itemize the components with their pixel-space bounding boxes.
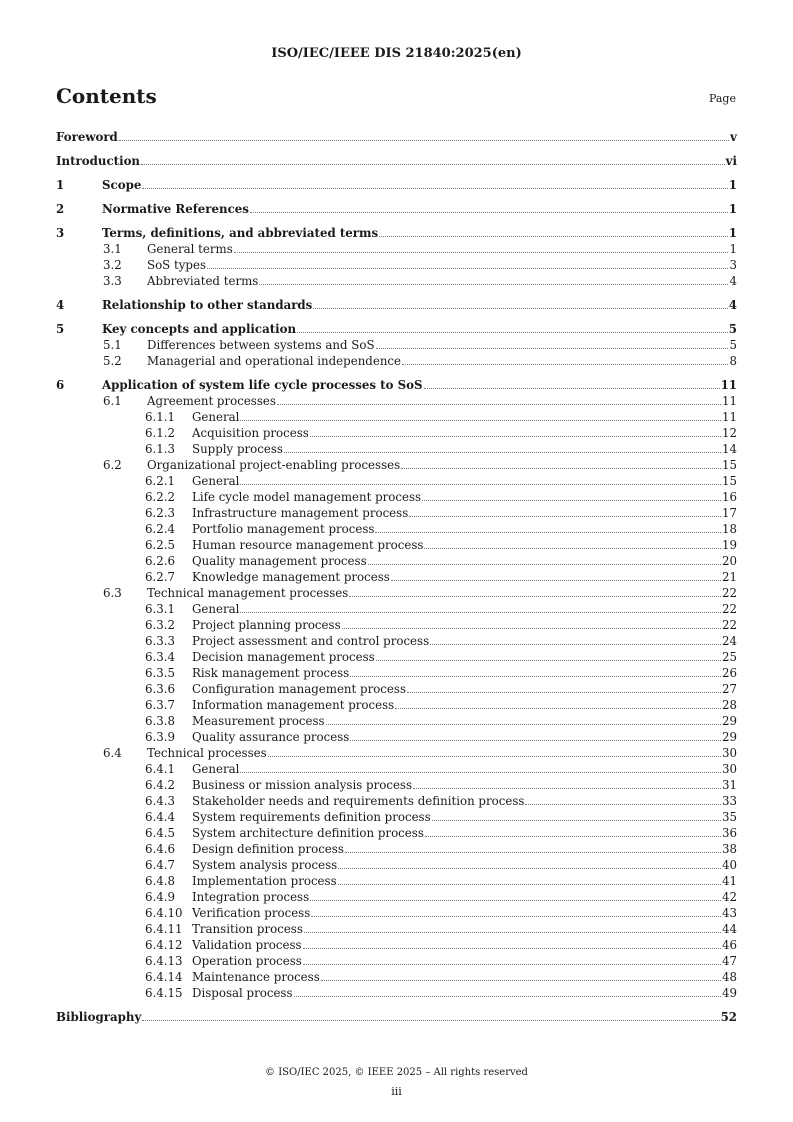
toc-entry-page: v xyxy=(730,130,737,144)
toc-dot-leader xyxy=(311,915,721,917)
toc-entry-title: General xyxy=(192,602,240,616)
toc-entry-page: 14 xyxy=(721,442,737,456)
toc-entry-number: 6.3.6 xyxy=(145,682,176,696)
toc-dot-leader xyxy=(424,547,721,549)
toc-entry-page: 33 xyxy=(721,794,737,808)
toc-dot-leader xyxy=(350,739,721,741)
toc-entry[interactable] xyxy=(56,201,737,217)
toc-entry-title: Scope xyxy=(102,178,142,192)
toc-entry[interactable] xyxy=(56,353,737,369)
toc-entry-page: 15 xyxy=(721,458,737,472)
toc-entry[interactable] xyxy=(56,985,737,1001)
toc-entry[interactable] xyxy=(56,537,737,553)
toc-entry[interactable] xyxy=(56,953,737,969)
toc-entry-number: 6.3.3 xyxy=(145,634,176,648)
toc-entry-title: Disposal process xyxy=(192,986,293,1000)
toc-entry-page: 3 xyxy=(729,258,737,272)
toc-entry[interactable] xyxy=(56,617,737,633)
toc-entry-number: 6.4.12 xyxy=(145,938,183,952)
toc-entry[interactable] xyxy=(56,521,737,537)
toc-entry-title: Project assessment and control process xyxy=(192,634,430,648)
toc-entry-number: 6.4.10 xyxy=(145,906,183,920)
toc-entry-title: Introduction xyxy=(56,154,141,168)
toc-entry-number: 6.3.5 xyxy=(145,666,176,680)
toc-entry-title: Acquisition process xyxy=(192,426,309,440)
toc-dot-leader xyxy=(430,643,721,645)
toc-entry-page: 22 xyxy=(721,618,737,632)
toc-entry[interactable] xyxy=(56,489,737,505)
toc-entry-title: Risk management process xyxy=(192,666,350,680)
toc-entry-page: 19 xyxy=(721,538,737,552)
toc-dot-leader xyxy=(142,1019,719,1021)
toc-entry-page: 49 xyxy=(721,986,737,1000)
toc-entry-title: Stakeholder needs and requirements definition process xyxy=(192,794,525,808)
toc-entry[interactable] xyxy=(56,601,737,617)
toc-entry-page: 1 xyxy=(728,226,737,240)
toc-entry[interactable] xyxy=(56,937,737,953)
toc-dot-leader xyxy=(303,963,721,965)
toc-entry-number: 6.2.7 xyxy=(145,570,176,584)
toc-entry[interactable] xyxy=(56,665,737,681)
toc-dot-leader xyxy=(368,563,721,565)
toc-entry[interactable] xyxy=(56,273,737,289)
toc-entry-number: 6.3.9 xyxy=(145,730,176,744)
toc-entry-title: System analysis process xyxy=(192,858,338,872)
toc-entry-number: 6.4.4 xyxy=(145,810,176,824)
toc-entry-title: Abbreviated terms xyxy=(147,274,259,288)
toc-dot-leader xyxy=(141,163,725,165)
toc-entry-title: System architecture definition process xyxy=(192,826,424,840)
toc-entry[interactable] xyxy=(56,793,737,809)
toc-entry-number: 6.4.11 xyxy=(145,922,183,936)
toc-entry[interactable] xyxy=(56,729,737,745)
toc-entry-number: 6.4.5 xyxy=(145,826,176,840)
toc-entry-page: 1 xyxy=(729,242,737,256)
toc-entry-page: 27 xyxy=(721,682,737,696)
toc-entry-page: 28 xyxy=(721,698,737,712)
toc-entry-title: Human resource management process xyxy=(192,538,424,552)
toc-entry-title: Verification process xyxy=(192,906,311,920)
toc-entry-page: 22 xyxy=(721,586,737,600)
toc-entry-page: 11 xyxy=(721,410,737,424)
toc-entry-number: 6.4.7 xyxy=(145,858,176,872)
toc-entry-page: 18 xyxy=(721,522,737,536)
toc-entry-number: 6.4.9 xyxy=(145,890,176,904)
toc-entry-number: 2 xyxy=(56,202,65,216)
toc-entry-page: 30 xyxy=(721,746,737,760)
toc-dot-leader xyxy=(422,499,721,501)
toc-entry-number: 3.1 xyxy=(103,242,122,256)
toc-entry-page: 11 xyxy=(720,378,737,392)
toc-entry-title: Technical processes xyxy=(147,746,267,760)
toc-entry-page: 47 xyxy=(721,954,737,968)
toc-entry-title: Foreword xyxy=(56,130,118,144)
toc-entry[interactable] xyxy=(56,473,737,489)
toc-entry-page: 38 xyxy=(721,842,737,856)
toc-entry-number: 6.1 xyxy=(103,394,122,408)
toc-dot-leader xyxy=(338,883,721,885)
contents-heading: Contents xyxy=(56,84,157,108)
toc-entry[interactable] xyxy=(56,129,737,145)
toc-entry-title: Business or mission analysis process xyxy=(192,778,413,792)
toc-entry[interactable] xyxy=(56,761,737,777)
toc-dot-leader xyxy=(310,899,721,901)
toc-entry[interactable] xyxy=(56,857,737,873)
toc-entry-number: 6.4.3 xyxy=(145,794,176,808)
toc-dot-leader xyxy=(407,691,721,693)
toc-entry[interactable] xyxy=(56,457,737,473)
toc-entry-page: 4 xyxy=(729,274,737,288)
toc-dot-leader xyxy=(240,483,721,485)
toc-entry-title: Portfolio management process xyxy=(192,522,375,536)
toc-entry-title: General xyxy=(192,474,240,488)
toc-entry-page: 35 xyxy=(721,810,737,824)
toc-dot-leader xyxy=(350,675,721,677)
toc-entry-number: 6.2.6 xyxy=(145,554,176,568)
toc-entry-number: 3 xyxy=(56,226,65,240)
toc-entry[interactable] xyxy=(56,969,737,985)
toc-entry-title: Infrastructure management process xyxy=(192,506,409,520)
toc-entry-number: 6.2.3 xyxy=(145,506,176,520)
toc-entry[interactable] xyxy=(56,745,737,761)
copyright-footer: © ISO/IEC 2025, © IEEE 2025 – All rights reserved xyxy=(265,1067,528,1078)
toc-dot-leader xyxy=(304,931,721,933)
toc-dot-leader xyxy=(240,771,721,773)
toc-entry-number: 1 xyxy=(56,178,65,192)
toc-dot-leader xyxy=(345,851,721,853)
toc-dot-leader xyxy=(432,819,721,821)
toc-entry-title: Decision management process xyxy=(192,650,375,664)
toc-entry[interactable] xyxy=(56,257,737,273)
toc-entry-page: 20 xyxy=(721,554,737,568)
toc-entry-page: 21 xyxy=(721,570,737,584)
toc-entry-number: 6.3.7 xyxy=(145,698,176,712)
toc-entry-title: Information management process xyxy=(192,698,395,712)
toc-dot-leader xyxy=(424,387,720,389)
toc-entry-page: 5 xyxy=(729,338,737,352)
toc-entry-number: 5.1 xyxy=(103,338,122,352)
toc-entry-page: 15 xyxy=(721,474,737,488)
toc-entry-title: Life cycle model management process xyxy=(192,490,422,504)
toc-entry[interactable] xyxy=(56,425,737,441)
toc-dot-leader xyxy=(391,579,721,581)
toc-entry-number: 6.4.2 xyxy=(145,778,176,792)
toc-entry-number: 6.4 xyxy=(103,746,122,760)
toc-entry-number: 6.1.1 xyxy=(145,410,176,424)
toc-entry-page: 44 xyxy=(721,922,737,936)
toc-dot-leader xyxy=(379,235,728,237)
toc-entry-title: Normative References xyxy=(102,202,249,216)
toc-entry-title: Application of system life cycle processes to SoS xyxy=(102,378,423,392)
toc-entry-title: Relationship to other standards xyxy=(102,298,313,312)
toc-entry-page: 4 xyxy=(728,298,737,312)
toc-dot-leader xyxy=(525,803,721,805)
page-number: iii xyxy=(391,1085,402,1098)
toc-entry-title: Key concepts and application xyxy=(102,322,297,336)
toc-entry[interactable] xyxy=(56,713,737,729)
toc-entry[interactable] xyxy=(56,441,737,457)
toc-entry-number: 6.1.2 xyxy=(145,426,176,440)
toc-dot-leader xyxy=(349,595,721,597)
toc-entry-number: 6.3.8 xyxy=(145,714,176,728)
toc-entry-page: 43 xyxy=(721,906,737,920)
toc-dot-leader xyxy=(425,835,721,837)
toc-entry-number: 6.3.1 xyxy=(145,602,176,616)
toc-entry-title: Supply process xyxy=(192,442,283,456)
toc-entry-page: 16 xyxy=(721,490,737,504)
toc-dot-leader xyxy=(250,211,728,213)
toc-entry-page: 40 xyxy=(721,858,737,872)
toc-entry[interactable] xyxy=(56,873,737,889)
toc-entry-page: 5 xyxy=(728,322,737,336)
toc-entry-number: 6.4.13 xyxy=(145,954,183,968)
toc-entry-title: Knowledge management process xyxy=(192,570,390,584)
toc-entry[interactable] xyxy=(56,841,737,857)
toc-entry-number: 6.2 xyxy=(103,458,122,472)
toc-dot-leader xyxy=(326,723,721,725)
toc-entry-title: Operation process xyxy=(192,954,302,968)
toc-entry-page: 8 xyxy=(729,354,737,368)
toc-dot-leader xyxy=(310,435,721,437)
toc-entry-number: 6.1.3 xyxy=(145,442,176,456)
toc-entry[interactable] xyxy=(56,585,737,601)
toc-dot-leader xyxy=(234,251,729,253)
toc-entry-title: Technical management processes xyxy=(147,586,349,600)
toc-dot-leader xyxy=(277,403,721,405)
toc-entry-number: 6.4.1 xyxy=(145,762,176,776)
toc-entry-page: 26 xyxy=(721,666,737,680)
toc-dot-leader xyxy=(395,707,721,709)
page-column-label: Page xyxy=(708,92,736,105)
toc-entry[interactable] xyxy=(56,569,737,585)
toc-entry-number: 3.3 xyxy=(103,274,122,288)
document-id-header: ISO/IEC/IEEE DIS 21840:2025(en) xyxy=(271,46,522,61)
toc-entry-title: Configuration management process xyxy=(192,682,407,696)
toc-dot-leader xyxy=(303,947,721,949)
toc-entry[interactable] xyxy=(56,553,737,569)
toc-dot-leader xyxy=(342,627,721,629)
toc-entry[interactable] xyxy=(56,889,737,905)
toc-dot-leader xyxy=(207,267,728,269)
toc-dot-leader xyxy=(142,187,727,189)
toc-dot-leader xyxy=(375,531,721,533)
toc-entry-page: vi xyxy=(725,154,737,168)
toc-entry[interactable] xyxy=(56,225,737,241)
toc-dot-leader xyxy=(240,611,721,613)
toc-entry[interactable] xyxy=(56,681,737,697)
toc-entry-title: Implementation process xyxy=(192,874,337,888)
toc-entry[interactable] xyxy=(56,321,737,337)
toc-entry-number: 6.3 xyxy=(103,586,122,600)
toc-entry-title: General xyxy=(192,410,240,424)
toc-dot-leader xyxy=(259,283,728,285)
toc-dot-leader xyxy=(376,659,721,661)
toc-entry[interactable] xyxy=(56,633,737,649)
toc-entry-title: System requirements definition process xyxy=(192,810,431,824)
toc-entry[interactable] xyxy=(56,153,737,169)
toc-entry[interactable] xyxy=(56,825,737,841)
toc-entry-page: 31 xyxy=(721,778,737,792)
toc-entry-page: 29 xyxy=(721,730,737,744)
toc-entry-title: Differences between systems and SoS xyxy=(147,338,375,352)
toc-entry-page: 11 xyxy=(721,394,737,408)
toc-dot-leader xyxy=(119,139,729,141)
toc-dot-leader xyxy=(413,787,721,789)
toc-entry-title: General xyxy=(192,762,240,776)
toc-entry-number: 6.2.1 xyxy=(145,474,176,488)
toc-entry-title: Transition process xyxy=(192,922,303,936)
toc-entry-title: Design definition process xyxy=(192,842,344,856)
toc-entry-title: Validation process xyxy=(192,938,302,952)
toc-entry[interactable] xyxy=(56,409,737,425)
toc-dot-leader xyxy=(313,307,727,309)
toc-dot-leader xyxy=(321,979,721,981)
toc-entry[interactable] xyxy=(56,905,737,921)
toc-entry-page: 24 xyxy=(721,634,737,648)
toc-entry[interactable] xyxy=(56,921,737,937)
toc-dot-leader xyxy=(402,363,728,365)
toc-entry-number: 6.4.14 xyxy=(145,970,183,984)
toc-entry-page: 25 xyxy=(721,650,737,664)
toc-entry-number: 6.2.5 xyxy=(145,538,176,552)
toc-entry-page: 36 xyxy=(721,826,737,840)
toc-entry[interactable] xyxy=(56,1009,737,1025)
toc-entry[interactable] xyxy=(56,393,737,409)
toc-dot-leader xyxy=(401,467,721,469)
toc-dot-leader xyxy=(284,451,721,453)
toc-entry-page: 12 xyxy=(721,426,737,440)
toc-entry-title: Bibliography xyxy=(56,1010,142,1024)
toc-entry-title: Project planning process xyxy=(192,618,341,632)
toc-entry-number: 6.3.4 xyxy=(145,650,176,664)
toc-dot-leader xyxy=(240,419,721,421)
toc-entry-title: Integration process xyxy=(192,890,310,904)
toc-entry[interactable] xyxy=(56,337,737,353)
toc-entry-number: 6.4.8 xyxy=(145,874,176,888)
toc-entry-page: 1 xyxy=(728,202,737,216)
toc-dot-leader xyxy=(297,331,728,333)
toc-entry-number: 3.2 xyxy=(103,258,122,272)
toc-entry-title: Terms, definitions, and abbreviated terms xyxy=(102,226,379,240)
toc-entry-title: Agreement processes xyxy=(147,394,276,408)
toc-dot-leader xyxy=(268,755,721,757)
toc-entry[interactable] xyxy=(56,377,737,393)
toc-entry-number: 6.3.2 xyxy=(145,618,176,632)
toc-entry-title: Quality management process xyxy=(192,554,367,568)
toc-entry-title: Maintenance process xyxy=(192,970,320,984)
toc-entry-title: Organizational project-enabling processes xyxy=(147,458,401,472)
toc-entry-page: 17 xyxy=(721,506,737,520)
toc-dot-leader xyxy=(294,995,721,997)
toc-entry-page: 52 xyxy=(720,1010,737,1024)
toc-entry[interactable] xyxy=(56,809,737,825)
toc-entry-page: 29 xyxy=(721,714,737,728)
toc-entry-page: 46 xyxy=(721,938,737,952)
toc-entry-number: 6.2.4 xyxy=(145,522,176,536)
toc-entry-number: 6.2.2 xyxy=(145,490,176,504)
toc-entry-number: 5.2 xyxy=(103,354,122,368)
toc-entry[interactable] xyxy=(56,697,737,713)
toc-entry-number: 5 xyxy=(56,322,65,336)
toc-entry[interactable] xyxy=(56,241,737,257)
toc-entry-page: 1 xyxy=(728,178,737,192)
toc-dot-leader xyxy=(409,515,721,517)
toc-entry-page: 41 xyxy=(721,874,737,888)
toc-dot-leader xyxy=(338,867,721,869)
toc-entry-page: 22 xyxy=(721,602,737,616)
toc-entry[interactable] xyxy=(56,777,737,793)
toc-entry-number: 4 xyxy=(56,298,65,312)
toc-entry-title: Quality assurance process xyxy=(192,730,350,744)
toc-dot-leader xyxy=(376,347,729,349)
toc-entry-title: SoS types xyxy=(147,258,207,272)
toc-entry-number: 6.4.6 xyxy=(145,842,176,856)
toc-entry-number: 6 xyxy=(56,378,65,392)
toc-entry-page: 48 xyxy=(721,970,737,984)
toc-entry-title: Managerial and operational independence xyxy=(147,354,402,368)
toc-entry-title: Measurement process xyxy=(192,714,325,728)
toc-entry[interactable] xyxy=(56,177,737,193)
toc-entry-page: 42 xyxy=(721,890,737,904)
toc-entry[interactable] xyxy=(56,505,737,521)
toc-entry[interactable] xyxy=(56,297,737,313)
toc-entry[interactable] xyxy=(56,649,737,665)
toc-entry-number: 6.4.15 xyxy=(145,986,183,1000)
toc-entry-page: 30 xyxy=(721,762,737,776)
toc-entry-title: General terms xyxy=(147,242,233,256)
